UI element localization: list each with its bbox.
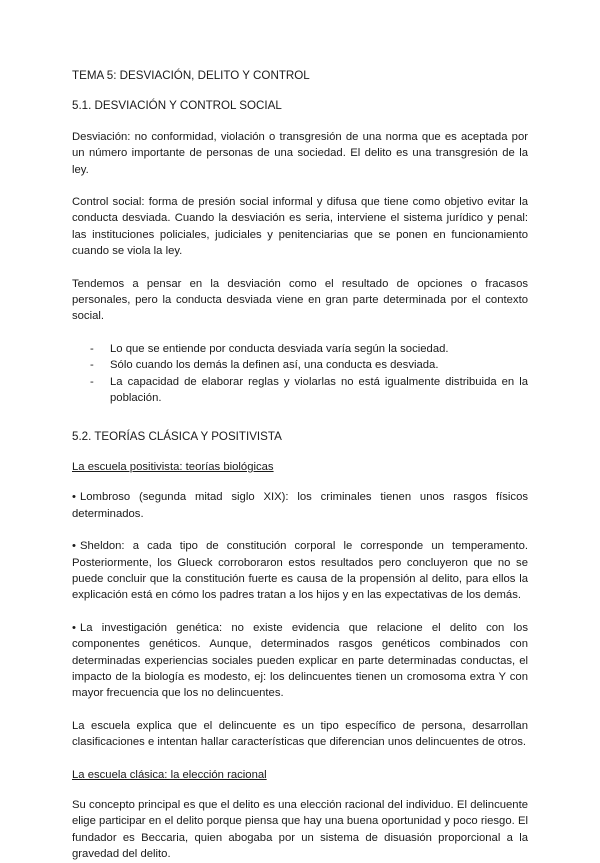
subheading-clasica: La escuela clásica: la elección racional <box>72 768 267 781</box>
definition-desviacion: Desviación: no conformidad, violación o transgresión de una norma que es aceptada por un número importante de personas de una sociedad. El delito es una transgresión de la ley. <box>72 130 528 176</box>
paragraph-escuela-clasica: Su concepto principal es que el delito es una elección racional del individuo. El delincuente elige participar en el delito porque piensa que hay una buena oportunidad y poco riesgo. El fundador es Beccaria, quien abogaba por un sistema de disuasión proporcional a la gravedad del delito. <box>72 799 528 861</box>
bullet-marker: • <box>72 621 76 634</box>
dash-marker: - <box>90 359 94 372</box>
bullet-paragraph-sheldon: • Sheldon: a cada tipo de constitución corporal le corresponde un temperamento. Posteriormente, los Glueck corroboraron estos resultados pero concluyeron que no se puede concluir que la constitución fuerte es causa de la propensión al delito, para ellos la explicación está en cómo los padres tratan a los hijos y en las expectativas de los demás. <box>72 540 528 602</box>
bullet-marker: • <box>72 540 76 553</box>
bullet-marker: • <box>72 491 76 504</box>
document-title: TEMA 5: DESVIACIÓN, DELITO Y CONTROL <box>72 69 310 82</box>
dash-marker: - <box>90 375 94 388</box>
section-1-heading: 5.1. DESVIACIÓN Y CONTROL SOCIAL <box>72 99 282 113</box>
list-item: - La capacidad de elaborar reglas y violarlas no está igualmente distribuida en la población. <box>90 375 528 405</box>
paragraph-escuela-positivista: La escuela explica que el delincuente es un tipo específico de persona, desarrollan clasificaciones e intentan hallar características que diferencian unos delincuentes de otros. <box>72 719 528 749</box>
section-2-heading: 5.2. TEORÍAS CLÁSICA Y POSITIVISTA <box>72 429 282 443</box>
list-item: - Lo que se entiende por conducta desviada varía según la sociedad. <box>72 341 528 357</box>
list-item: - Sólo cuando los demás la definen así, una conducta es desviada. <box>72 357 528 373</box>
paragraph-contexto-social: Tendemos a pensar en la desviación como el resultado de opciones o fracasos personales, pero la conducta desviada viene en gran parte determinada por el contexto social. <box>72 277 528 323</box>
dash-list <box>72 341 528 407</box>
subheading-positivista: La escuela positivista: teorías biológicas <box>72 460 274 473</box>
definition-control-social: Control social: forma de presión social informal y difusa que tiene como objetivo evitar la conducta desviada. Cuando la desviación es seria, interviene el sistema jurídico y penal: las instituciones policiales, judiciales y penitenciarias que se ponen en funcionamiento cuando se viola la ley. <box>72 196 528 258</box>
dash-marker: - <box>90 342 94 355</box>
bullet-paragraph-lombroso: • Lombroso (segunda mitad siglo XIX): los criminales tienen unos rasgos físicos determinados. <box>72 491 528 520</box>
bullet-paragraph-genetica: • La investigación genética: no existe evidencia que relacione el delito con los componentes genéticos. Aunque, determinados rasgos genéticos combinados con determinadas experiencias sociales pueden explicar en parte determinadas conductas, el impacto de la biología es modesto, ej: los delincuentes tienen un cromosoma extra Y con mayor frecuencia que los no delincuentes. <box>72 621 528 700</box>
